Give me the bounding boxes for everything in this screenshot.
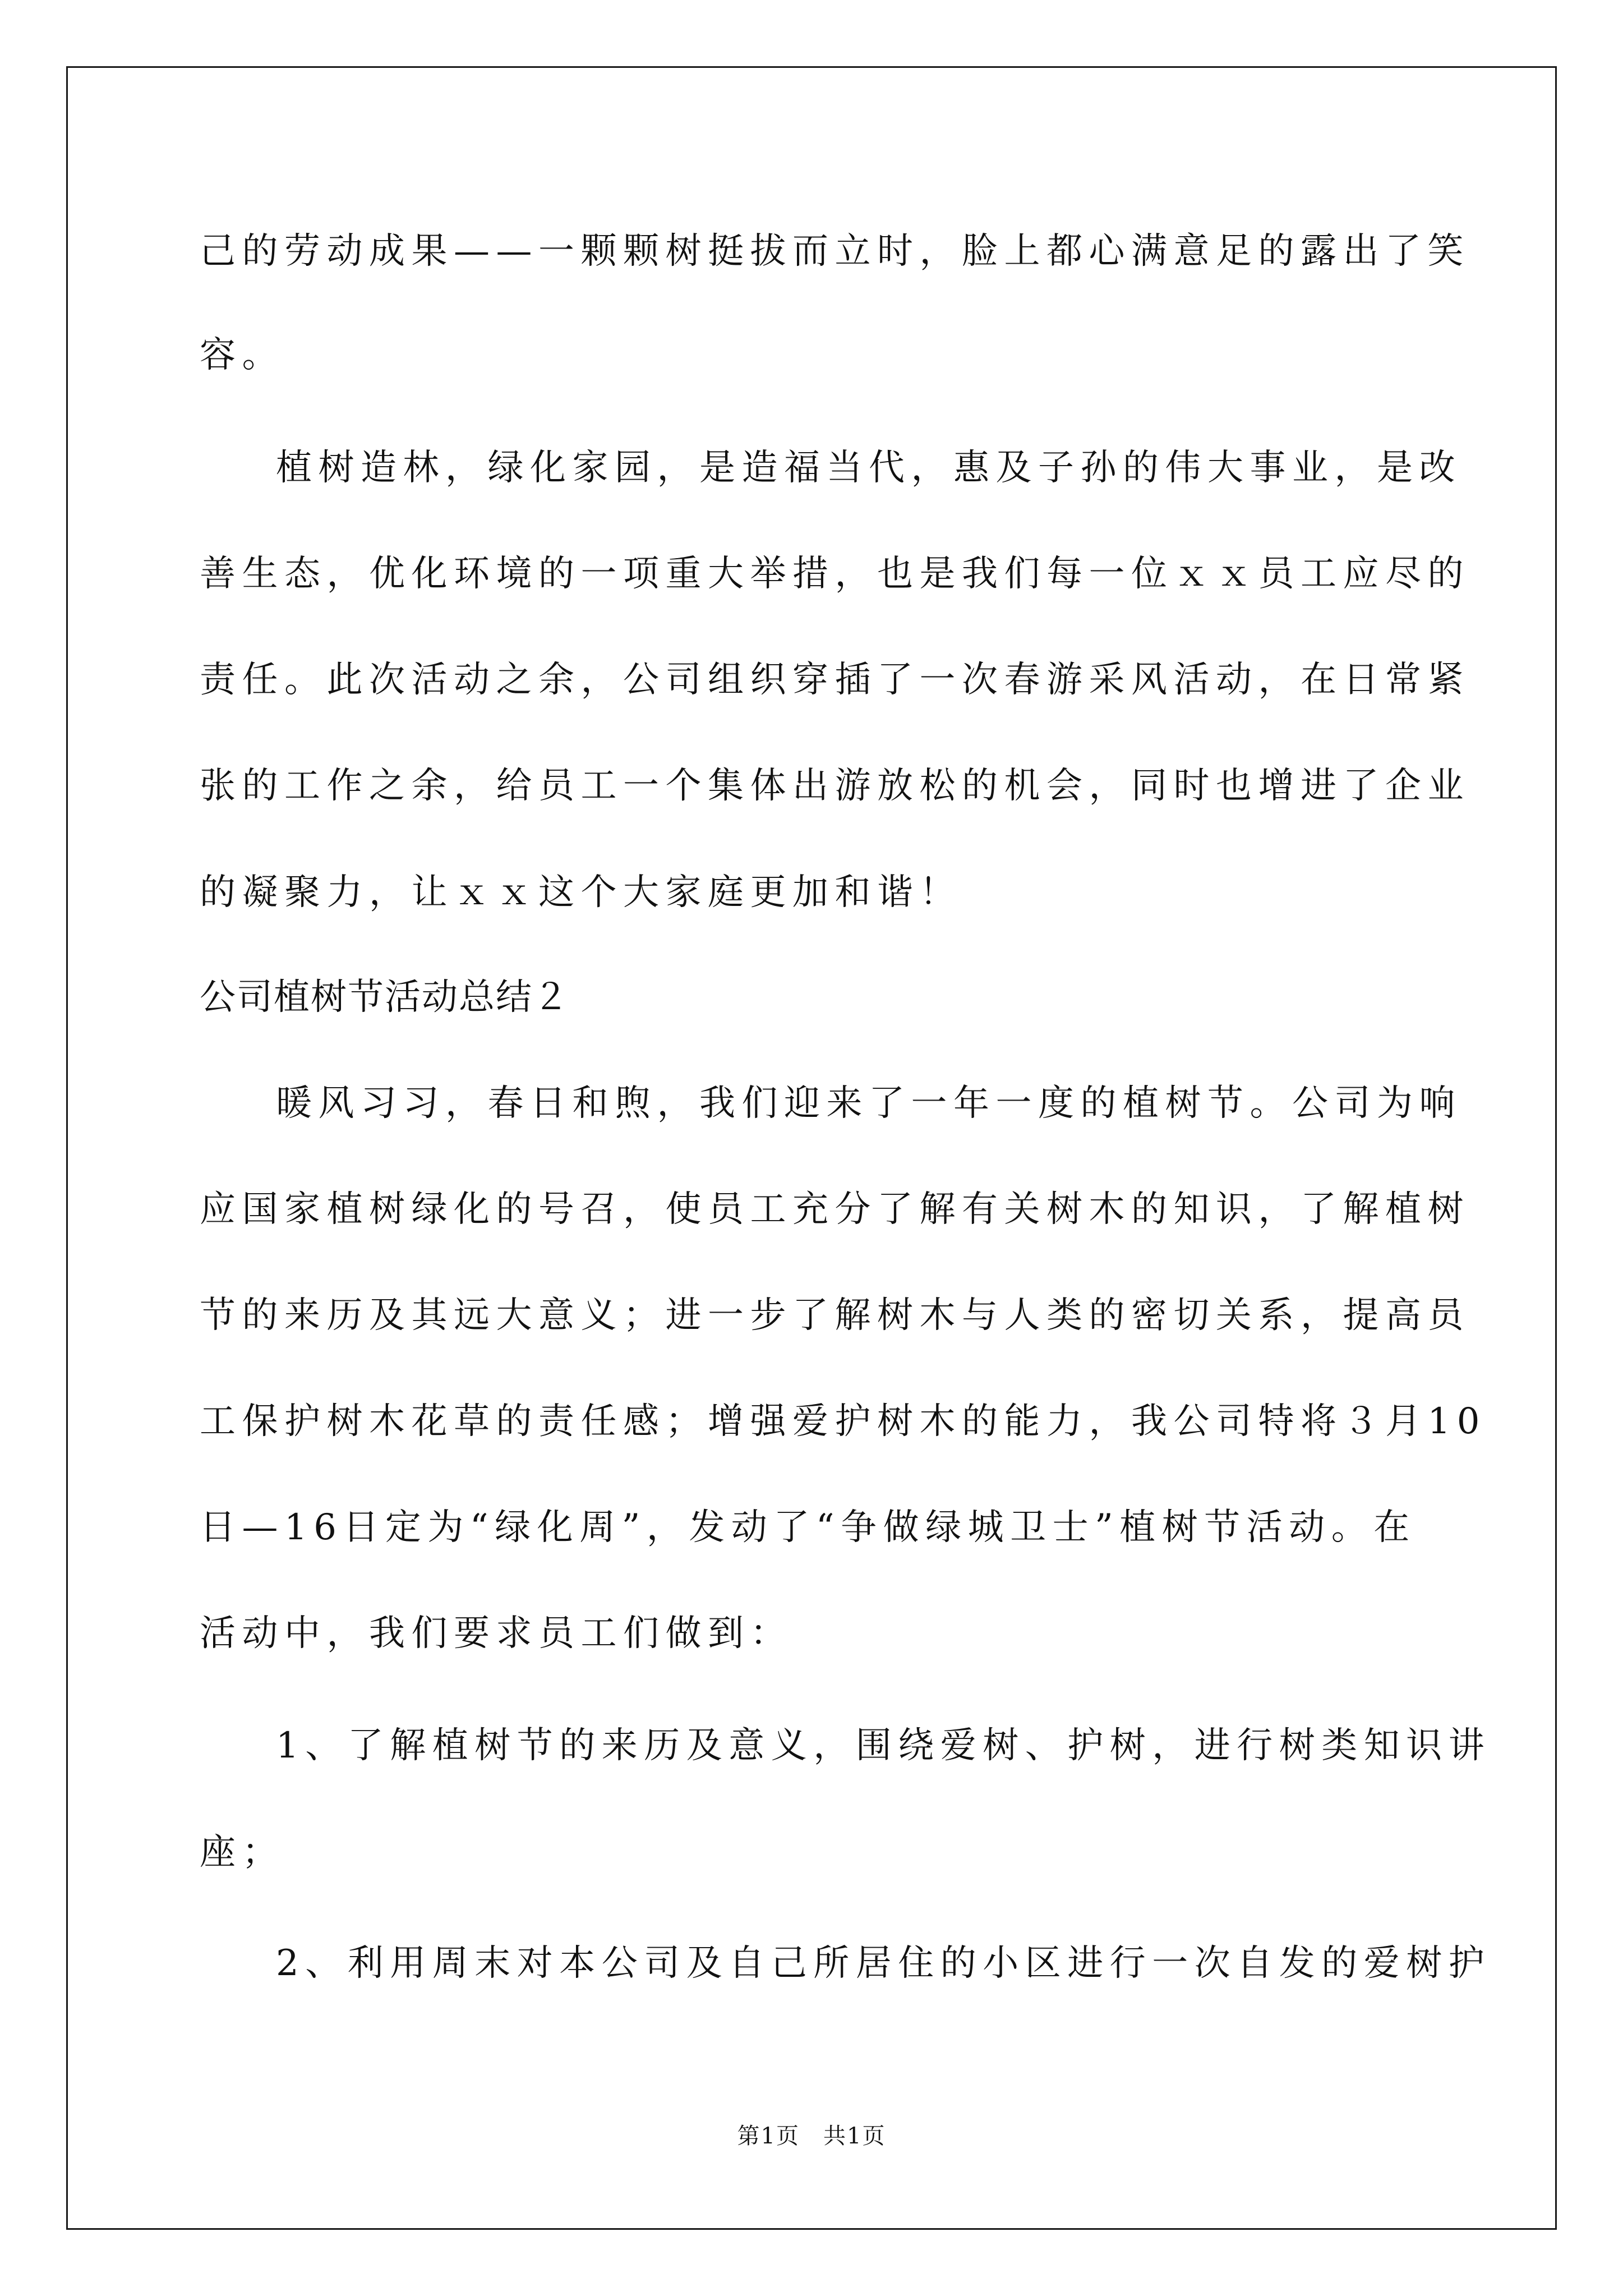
paragraph-line: 日—16日定为“绿化周”，发动了“争做绿城卫士”植树节活动。在 [200, 1507, 1416, 1548]
page-footer: 第1页 共1页 [737, 2123, 886, 2149]
paragraph-line: 张的工作之余，给员工一个集体出游放松的机会，同时也增进了企业 [200, 765, 1470, 807]
page-border [66, 66, 1557, 2230]
paragraph-line: 己的劳动成果——一颗颗树挺拔而立时，脸上都心满意足的露出了笑 [200, 231, 1470, 272]
paragraph-line: 植树造林，绿化家园，是造福当代，惠及子孙的伟大事业，是改 [276, 447, 1461, 489]
paragraph-line: 活动中，我们要求员工们做到： [200, 1613, 792, 1654]
list-item-line: 2、利用周末对本公司及自己所居住的小区进行一次自发的爱树护 [276, 1943, 1491, 1984]
paragraph-line: 工保护树木花草的责任感；增强爱护树木的能力，我公司特将３月10 [200, 1401, 1486, 1442]
list-item-line: 1、了解植树节的来历及意义，围绕爱树、护树，进行树类知识讲 [276, 1725, 1491, 1766]
section-heading: 公司植树节活动总结２ [200, 977, 570, 1018]
list-item-line: 座； [200, 1832, 284, 1873]
paragraph-line: 的凝聚力，让ｘｘ这个大家庭更加和谐！ [200, 872, 962, 913]
paragraph-line: 暖风习习，春日和煦，我们迎来了一年一度的植树节。公司为响 [276, 1083, 1461, 1124]
paragraph-line: 应国家植树绿化的号召，使员工充分了解有关树木的知识，了解植树 [200, 1189, 1470, 1230]
paragraph-line: 责任。此次活动之余，公司组织穿插了一次春游采风活动，在日常紧 [200, 659, 1470, 701]
paragraph-line: 善生态，优化环境的一项重大举措，也是我们每一位ｘｘ员工应尽的 [200, 553, 1470, 595]
paragraph-line: 节的来历及其远大意义；进一步了解树木与人类的密切关系，提高员 [200, 1295, 1470, 1336]
paragraph-line: 容。 [200, 334, 284, 376]
